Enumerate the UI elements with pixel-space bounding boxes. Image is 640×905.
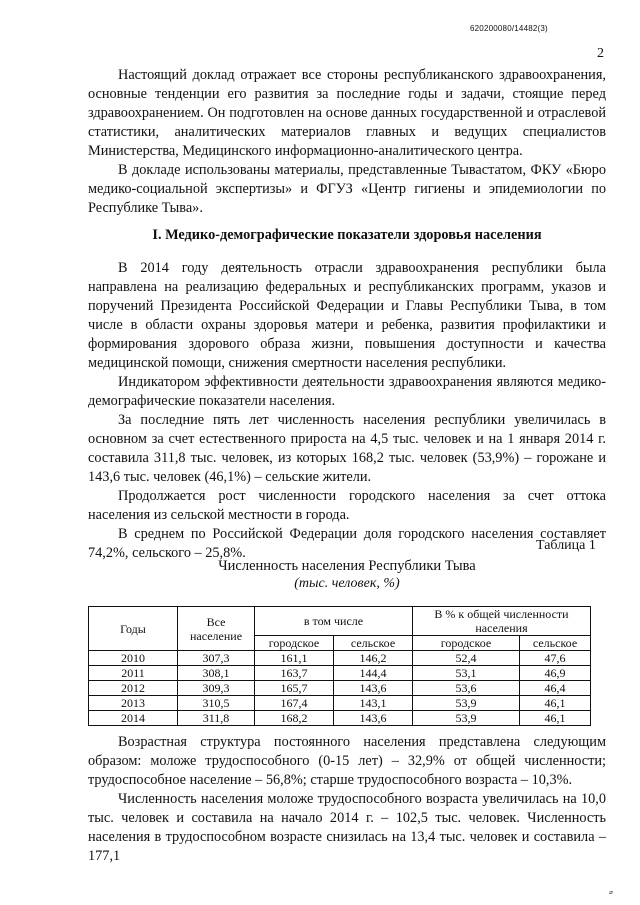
after-paragraph-2: Численность населения моложе трудоспособного возраста увеличилась на 10,0 тыс. человек и составила на начало 2014 г. – 102,5 тыс. человек. Численность населения в трудоспособном возрасте снизилась на 13,4 тыс. человек и составила – 177,1 xyxy=(88,791,606,864)
table-row xyxy=(89,711,591,726)
table-cell: 168,2 xyxy=(255,711,334,726)
table-cell: 2012 xyxy=(89,681,178,696)
table-cell: 146,2 xyxy=(334,651,413,666)
table-cell: 2013 xyxy=(89,696,178,711)
header-including: в том числе xyxy=(255,607,413,636)
section-heading: I. Медико-демографические показатели здоровья населения xyxy=(152,227,542,243)
header-years: Годы xyxy=(89,607,178,651)
after-table-section xyxy=(88,733,606,866)
table-cell: 47,6 xyxy=(520,651,591,666)
page-number: 2 xyxy=(597,46,604,61)
table-subtitle: (тыс. человек, %) xyxy=(294,576,400,591)
table-cell: 165,7 xyxy=(255,681,334,696)
header-percent-group: В % к общей численности населения xyxy=(413,607,591,636)
table-cell: 307,3 xyxy=(178,651,255,666)
table-cell: 52,4 xyxy=(413,651,520,666)
header-rural-pct: сельское xyxy=(520,636,591,651)
table-cell: 46,4 xyxy=(520,681,591,696)
table-title: Численность населения Республики Тыва xyxy=(218,558,476,574)
header-total: Все население xyxy=(178,607,255,651)
table-cell: 143,1 xyxy=(334,696,413,711)
table-row xyxy=(89,666,591,681)
table-header-row xyxy=(89,607,591,636)
table-body xyxy=(89,651,591,726)
header-urban-pct: городское xyxy=(413,636,520,651)
table-cell: 167,4 xyxy=(255,696,334,711)
table-cell: 46,1 xyxy=(520,711,591,726)
table-cell: 311,8 xyxy=(178,711,255,726)
section-paragraph-1: В 2014 году деятельность отрасли здравоохранения республики была направлена на реализацию федеральных и республиканских программ, указов и поручений Президента Российской Федерации и Главы Республики Тыва, в том числе в области охраны здоровья матери и ребенка, развития профилактики и формирования здорового образа жизни, повышения доступности и качества медицинской помощи, снижения смертности населения республики. xyxy=(88,260,606,371)
table-row xyxy=(89,696,591,711)
table-cell: 53,9 xyxy=(413,696,520,711)
after-paragraph-1: Возрастная структура постоянного населения представлена следующим образом: моложе трудоспособного (0-15 лет) – 32,9% от общей численности; трудоспособное население – 56,8%; старше трудоспособного возраста – 10,3%. xyxy=(88,734,606,788)
table-cell: 161,1 xyxy=(255,651,334,666)
section-paragraph-5: В среднем по Российской Федерации доля городского населения составляет 74,2%, сельского – 25,8%. xyxy=(88,526,606,561)
table-row xyxy=(89,651,591,666)
table-cell: 53,6 xyxy=(413,681,520,696)
table-cell: 143,6 xyxy=(334,711,413,726)
table-cell: 53,1 xyxy=(413,666,520,681)
section-paragraph-4: Продолжается рост численности городского населения за счет оттока населения из сельской местности в города. xyxy=(88,488,606,523)
header-urban: городское xyxy=(255,636,334,651)
table-cell: 163,7 xyxy=(255,666,334,681)
table-cell: 309,3 xyxy=(178,681,255,696)
section-paragraph-3: За последние пять лет численность населения республики увеличилась в основном за счет естественного прироста на 4,5 тыс. человек и на 1 января 2014 г. составила 311,8 тыс. человек, из которых 168,2 тыс. человек (53,9%) – горожане и 143,6 тыс. человек (46,1%) – сельские жители. xyxy=(88,412,606,485)
section-body xyxy=(88,259,606,563)
table-cell: 2010 xyxy=(89,651,178,666)
table-cell: 143,6 xyxy=(334,681,413,696)
header-rural: сельское xyxy=(334,636,413,651)
table-cell: 308,1 xyxy=(178,666,255,681)
table-cell: 2011 xyxy=(89,666,178,681)
table-row xyxy=(89,681,591,696)
document-number: 620200080/14482(3) xyxy=(470,24,548,33)
section-paragraph-2: Индикатором эффективности деятельности здравоохранения являются медико-демографические показатели населения. xyxy=(88,374,606,409)
intro-section xyxy=(88,66,606,218)
table-cell: 310,5 xyxy=(178,696,255,711)
table-cell: 46,1 xyxy=(520,696,591,711)
table-cell: 53,9 xyxy=(413,711,520,726)
table-cell: 144,4 xyxy=(334,666,413,681)
population-table xyxy=(88,606,591,726)
table-label: Таблица 1 xyxy=(536,538,596,553)
table-cell: 2014 xyxy=(89,711,178,726)
intro-paragraph-1: Настоящий доклад отражает все стороны республиканского здравоохранения, основные тенденции его развития за последние годы и задачи, стоящие перед здравоохранением. Он подготовлен на основе данных государственной и отраслевой статистики, аналитических материалов главных и ведущих специалистов Министерства, Медицинского информационно-аналитического центра. xyxy=(88,67,606,159)
table-cell: 46,9 xyxy=(520,666,591,681)
intro-paragraph-2: В докладе использованы материалы, представленные Тывастатом, ФКУ «Бюро медико-социальной экспертизы» и ФГУЗ «Центр гигиены и эпидемиологии по Республике Тыва». xyxy=(88,162,606,216)
